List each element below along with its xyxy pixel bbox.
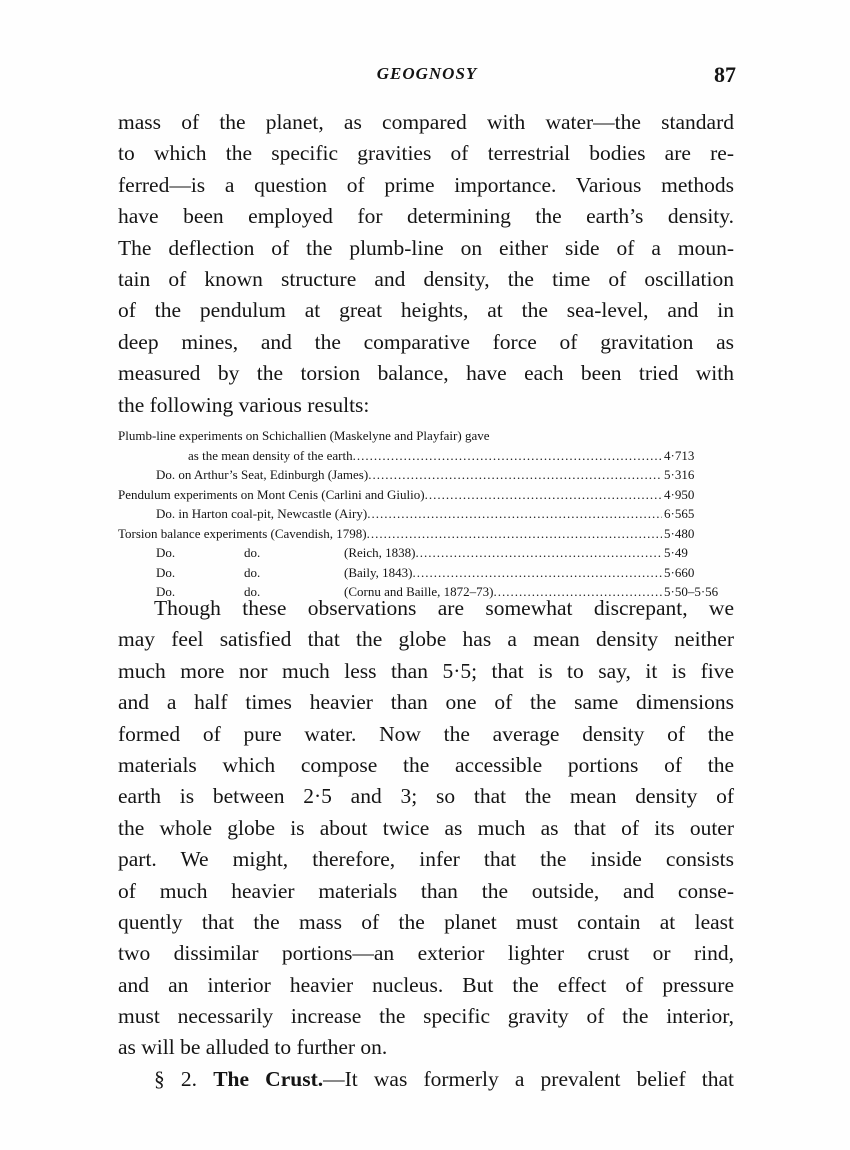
row-label: as the mean density of the earth: [188, 447, 353, 463]
density-results-table: [118, 426, 736, 602]
text-line: of much heavier materials than the outside, and conse-: [118, 878, 734, 903]
text-line: to which the specific gravities of terrestrial bodies are re-: [118, 141, 734, 166]
text-line: the whole globe is about twice as much as that of its outer: [118, 815, 734, 840]
row-label: (Baily, 1843): [344, 564, 413, 580]
dot-leader: [353, 446, 662, 466]
section-text: —It was formerly a prevalent belief that: [323, 1066, 735, 1091]
text-line: tain of known structure and density, the time of oscillation: [118, 266, 734, 291]
text-line: formed of pure water. Now the average density of the: [118, 721, 734, 746]
text-line: materials which compose the accessible portions of the: [118, 752, 734, 777]
table-row: [118, 426, 736, 446]
table-cell: Do.: [156, 584, 176, 599]
row-label: Do. on Arthur’s Seat, Edinburgh (James): [156, 467, 369, 482]
table-cell: [118, 465, 662, 485]
table-cell: do.: [244, 584, 261, 599]
row-label: Do. in Harton coal-pit, Newcastle (Airy): [156, 506, 368, 521]
row-label: (Cornu and Baille, 1872–73): [344, 584, 494, 599]
density-value: 5·316: [664, 467, 695, 482]
table-row: [118, 563, 736, 583]
section-title: The Crust.: [213, 1066, 324, 1091]
table-cell: do.: [244, 545, 261, 560]
density-value: 6·565: [664, 506, 695, 521]
page-number: 87: [714, 62, 736, 87]
density-value: 5·49: [664, 545, 688, 560]
text-line: much more nor much less than 5·5; that is to say, it is five: [118, 658, 734, 683]
text-line: two dissimilar portions—an exterior lighter crust or rind,: [118, 941, 734, 966]
text-line: deep mines, and the comparative force of gravitation as: [118, 329, 734, 354]
text-line: have been employed for determining the earth’s density.: [118, 204, 734, 229]
text-line: and a half times heavier than one of the same dimensions: [118, 690, 734, 715]
dot-leader: [367, 524, 662, 544]
density-value: 5·480: [664, 525, 695, 541]
paragraph-1: [118, 107, 734, 421]
text-line: of the pendulum at great heights, at the sea-level, and in: [118, 298, 734, 323]
text-line: earth is between 2·5 and 3; so that the mean density of: [118, 784, 734, 809]
page-header: [118, 62, 736, 92]
density-value: 4·713: [664, 447, 695, 463]
row-label: (Reich, 1838): [344, 545, 416, 560]
paragraph-2: [118, 593, 734, 1095]
text-line: may feel satisfied that the globe has a mean density neither: [118, 627, 734, 652]
table-cell: [118, 524, 662, 544]
dot-leader: [368, 465, 662, 485]
table-row: [118, 446, 736, 466]
text-line: quently that the mass of the planet must contain at least: [118, 909, 734, 934]
density-value: 4·950: [664, 486, 695, 502]
text-line: must necessarily increase the specific gravity of the interior,: [118, 1004, 734, 1029]
table-row: [118, 485, 736, 505]
row-label: Torsion balance experiments (Cavendish, 1798): [118, 525, 367, 541]
table-cell: [344, 543, 662, 563]
text-line: part. We might, therefore, infer that the inside consists: [118, 847, 734, 872]
text-line: as will be alluded to further on.: [118, 1035, 388, 1060]
table-cell: Do.: [156, 564, 176, 580]
table-cell: [344, 563, 662, 583]
table-row: [118, 543, 736, 563]
table-row: [118, 524, 736, 544]
table-cell: Do.: [156, 545, 176, 560]
table-cell: [118, 504, 662, 524]
text-line: The deflection of the plumb-line on either side of a moun-: [118, 235, 734, 260]
dot-leader: [412, 563, 662, 583]
table-row: [118, 504, 736, 524]
text-line: ferred—is a question of prime importance. Various methods: [118, 172, 734, 197]
table-cell: do.: [244, 564, 261, 580]
density-value: 5·660: [664, 564, 695, 580]
section-number: § 2.: [154, 1066, 198, 1091]
text-line: and an interior heavier nucleus. But the effect of pressure: [118, 972, 734, 997]
table-row: [118, 465, 736, 485]
table-cell: Plumb-line experiments on Schichallien (Maskelyne and Playfair) gave: [118, 428, 490, 443]
dot-leader: [415, 543, 662, 563]
text-line: the following various results:: [118, 392, 370, 417]
table-cell: [118, 485, 662, 505]
density-value: 5·50–5·56: [664, 584, 719, 599]
dot-leader: [425, 485, 662, 505]
text-line: measured by the torsion balance, have each been tried with: [118, 361, 734, 386]
running-title: GEOGNOSY: [376, 64, 478, 83]
dot-leader: [367, 504, 662, 524]
row-label: Pendulum experiments on Mont Cenis (Carlini and Giulio): [118, 486, 425, 502]
section-2-heading-line: [118, 1064, 734, 1095]
text-line: mass of the planet, as compared with water—the standard: [118, 110, 734, 134]
table-cell: [118, 446, 662, 466]
text-line: Though these observations are somewhat discrepant, we: [154, 596, 734, 620]
